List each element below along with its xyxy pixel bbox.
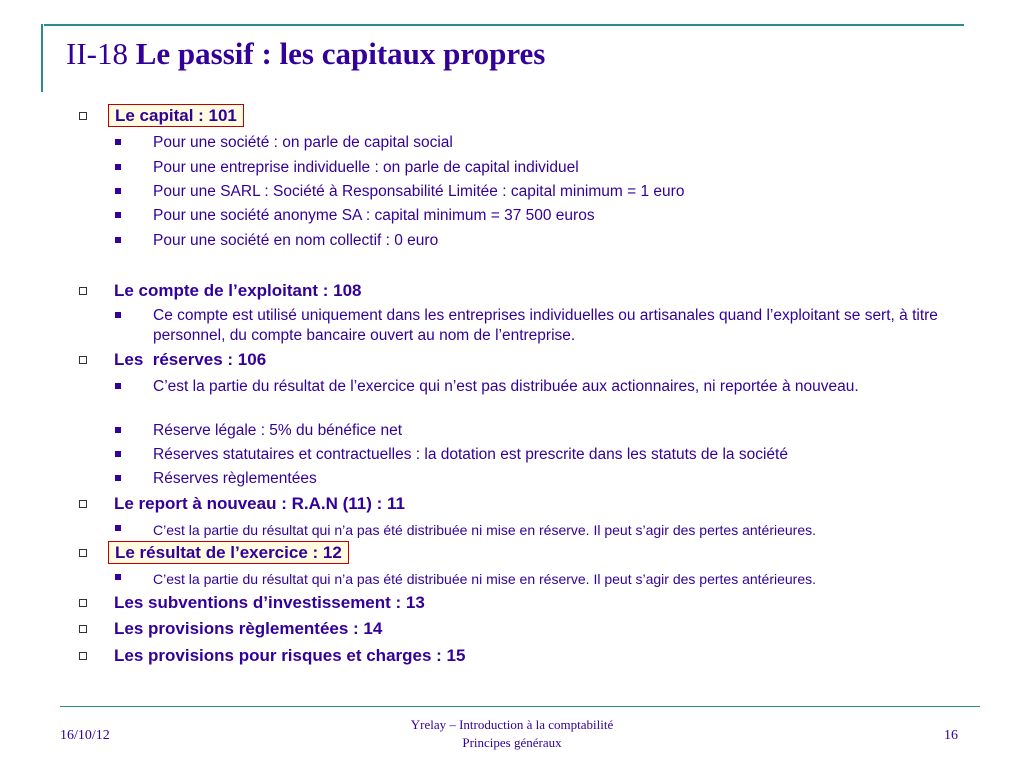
bullet-icon <box>115 188 121 194</box>
list-item: C’est la partie du résultat qui n’a pas été distribuée ni mise en réserve. Il peut s’agir des pertes antérieures. <box>153 520 816 540</box>
bullet-icon <box>115 475 121 481</box>
bullet-square-icon <box>79 652 87 660</box>
bullet-square-icon <box>79 549 87 557</box>
footer-line <box>60 706 980 707</box>
list-item: C’est la partie du résultat de l’exercice qui n’est pas distribuée aux actionnaires, ni reportée à nouveau. <box>153 377 953 397</box>
section-heading-exploitant: Le compte de l’exploitant : 108 <box>114 281 362 301</box>
footer-date: 16/10/12 <box>60 728 110 743</box>
section-heading-reserves: Les réserves : 106 <box>114 350 266 370</box>
footer-line2: Principes généraux <box>462 735 562 750</box>
bullet-icon <box>115 312 121 318</box>
bullet-square-icon <box>79 500 87 508</box>
footer-center <box>0 716 1024 752</box>
bullet-icon <box>115 164 121 170</box>
bullet-square-icon <box>79 625 87 633</box>
section-heading-resultat <box>114 543 349 563</box>
bullet-icon <box>115 525 121 531</box>
bullet-square-icon <box>79 599 87 607</box>
list-item: Réserves règlementées <box>153 469 317 489</box>
section-heading-provisions-reglementees: Les provisions règlementées : 14 <box>114 619 382 639</box>
list-item: Réserves statutaires et contractuelles : la dotation est prescrite dans les statuts de la société <box>153 445 788 465</box>
list-item: Ce compte est utilisé uniquement dans les entreprises individuelles ou artisanales quand l’exploitant se sert, à titre personnel, du compte bancaire ouvert au nom de l’entreprise. <box>153 306 983 346</box>
list-item: Pour une SARL : Société à Responsabilité Limitée : capital minimum = 1 euro <box>153 182 684 202</box>
footer-line1: Yrelay – Introduction à la comptabilité <box>410 717 614 732</box>
bullet-icon <box>115 212 121 218</box>
list-item: Pour une société : on parle de capital social <box>153 133 453 153</box>
highlight-box: Le capital : 101 <box>108 104 244 127</box>
list-item: Réserve légale : 5% du bénéfice net <box>153 421 402 441</box>
section-heading-subventions: Les subventions d’investissement : 13 <box>114 593 425 613</box>
slide-title-text: Le passif : les capitaux propres <box>135 36 546 71</box>
list-item: C’est la partie du résultat qui n’a pas été distribuée ni mise en réserve. Il peut s’agir des pertes antérieures. <box>153 569 816 589</box>
slide-number-prefix: II-18 <box>66 36 128 71</box>
bullet-square-icon <box>79 287 87 295</box>
bullet-icon <box>115 574 121 580</box>
footer-page-number: 16 <box>944 728 958 743</box>
bullet-square-icon <box>79 112 87 120</box>
list-item: Pour une société en nom collectif : 0 euro <box>153 231 438 251</box>
bullet-icon <box>115 451 121 457</box>
bullet-icon <box>115 383 121 389</box>
bullet-icon <box>115 237 121 243</box>
highlight-box: Le résultat de l’exercice : 12 <box>108 541 349 564</box>
list-item: Pour une société anonyme SA : capital minimum = 37 500 euros <box>153 206 595 226</box>
bullet-icon <box>115 427 121 433</box>
section-heading-report: Le report à nouveau : R.A.N (11) : 11 <box>114 494 405 514</box>
bullet-icon <box>115 139 121 145</box>
bullet-square-icon <box>79 356 87 364</box>
section-heading-provisions-risques: Les provisions pour risques et charges : 15 <box>114 646 465 666</box>
list-item: Pour une entreprise individuelle : on parle de capital individuel <box>153 158 579 178</box>
section-heading-capital <box>114 106 244 126</box>
